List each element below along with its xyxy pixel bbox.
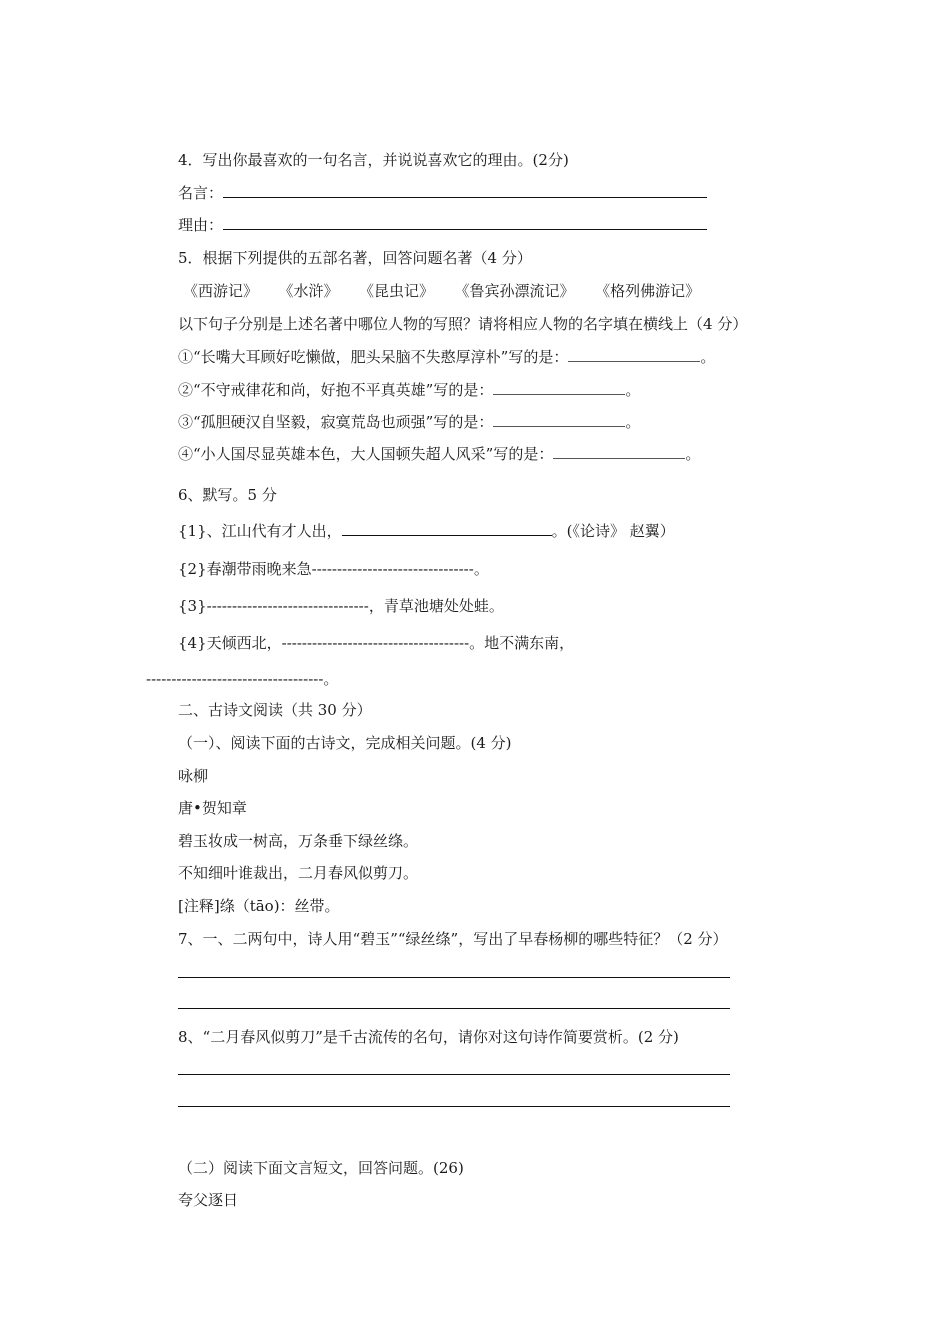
question-5-instruction: 以下句子分别是上述名著中哪位人物的写照？请将相应人物的名字填在横线上（4 分） [178, 315, 748, 333]
dictation-item-4: {4}天倾西北，-------------------------------------。地不满东南， [178, 634, 575, 652]
reason-label: 理由： [178, 216, 224, 234]
question-5-prompt: 5．根据下列提供的五部名著，回答问题名著（4 分） [178, 249, 532, 267]
book-list [183, 281, 728, 301]
question-5-item [178, 444, 700, 464]
item-end: 。 [625, 381, 641, 399]
answer-blank[interactable] [553, 444, 685, 459]
item-end: 。 [700, 348, 716, 366]
poem-title: 咏柳 [178, 767, 209, 785]
dictation-item-1 [178, 521, 675, 541]
answer-blank[interactable] [493, 380, 625, 395]
item-text: ③“孤胆硬汉自坚毅，寂寞荒岛也顽强”写的是： [178, 413, 494, 431]
question-7-answer-line[interactable] [178, 977, 730, 978]
motto-label: 名言： [178, 184, 224, 202]
question-7-answer-line[interactable] [178, 1008, 730, 1009]
poem-line: 不知细叶谁裁出，二月春风似剪刀。 [178, 864, 419, 882]
book-title: 《昆虫记》 [366, 282, 435, 300]
dictation-source: 。(《论诗》 赵翼） [551, 522, 675, 540]
reason-answer-line[interactable] [223, 215, 707, 230]
question-7-prompt: 7、一、二两句中，诗人用“碧玉”“绿丝绦”，写出了早春杨柳的哪些特征？（2 分） [178, 930, 728, 948]
poem-note: [注释]绦（tāo)：丝带。 [178, 897, 340, 915]
motto-row [178, 183, 707, 203]
question-8-answer-line[interactable] [178, 1074, 730, 1075]
question-6-prompt: 6、默写。5 分 [178, 486, 277, 504]
item-text: ①“长嘴大耳顾好吃懒做，肥头呆脑不失憨厚淳朴”写的是： [178, 348, 569, 366]
question-8-answer-line[interactable] [178, 1106, 730, 1107]
item-end: 。 [685, 445, 701, 463]
dictation-item-3: {3}--------------------------------，青草池塘处处蛙。 [178, 597, 504, 615]
book-title: 《西游记》 [183, 282, 259, 300]
part-2-instruction: （二）阅读下面文言短文，回答问题。(26) [178, 1159, 464, 1177]
dictation-blank[interactable] [342, 521, 552, 536]
item-text: ④“小人国尽显英雄本色，大人国顿失超人风采”写的是： [178, 445, 554, 463]
section-2-heading: 二、古诗文阅读（共 30 分） [178, 701, 372, 719]
dictation-item-2: {2}春潮带雨晚来急--------------------------------。 [178, 560, 489, 578]
book-title: 《鲁宾孙漂流记》 [462, 282, 575, 300]
book-title: 《格列佛游记》 [602, 282, 701, 300]
item-end: 。 [625, 413, 641, 431]
poem-line: 碧玉妆成一树高，万条垂下绿丝绦。 [178, 832, 419, 850]
question-5-item [178, 380, 640, 400]
essay-title: 夸父逐日 [178, 1191, 239, 1209]
motto-answer-line[interactable] [223, 183, 707, 198]
dictation-item-4-continued: -----------------------------------。 [146, 670, 339, 688]
book-title: 《水浒》 [286, 282, 339, 300]
reason-row [178, 215, 707, 235]
question-5-item [178, 347, 715, 367]
poem-author: 唐•贺知章 [178, 799, 247, 817]
question-8-prompt: 8、“二月春风似剪刀”是千古流传的名句，请你对这句诗作简要赏析。(2 分) [178, 1028, 679, 1046]
question-5-item [178, 412, 640, 432]
dictation-text: {1}、江山代有才人出， [178, 522, 342, 540]
answer-blank[interactable] [568, 347, 700, 362]
answer-blank[interactable] [493, 412, 625, 427]
item-text: ②“不守戒律花和尚，好抱不平真英雄”写的是： [178, 381, 494, 399]
question-4-prompt: 4．写出你最喜欢的一句名言，并说说喜欢它的理由。(2分) [178, 151, 569, 169]
part-1-instruction: （一）、阅读下面的古诗文，完成相关问题。(4 分) [178, 734, 512, 752]
